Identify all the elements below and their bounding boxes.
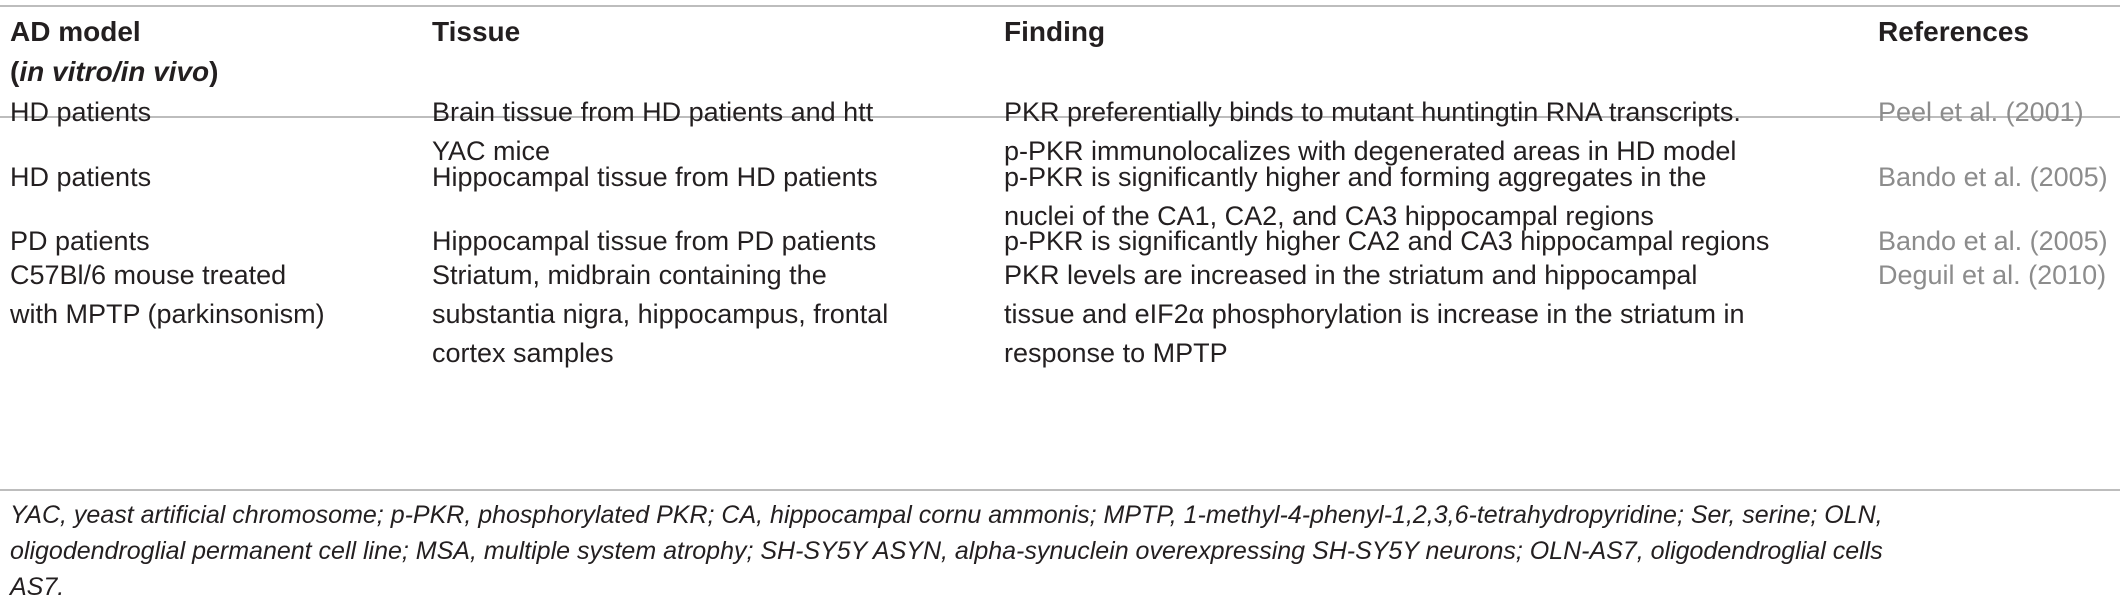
row1-tissue: Brain tissue from HD patients and htt YAC mice (432, 97, 874, 166)
table-bottom-rule (0, 489, 2120, 491)
row3-finding: p-PKR is significantly higher CA2 and CA3 hippocampal regions (1004, 226, 1770, 256)
row2-tissue: Hippocampal tissue from HD patients (432, 162, 878, 192)
row3-tissue: Hippocampal tissue from PD patients (432, 226, 877, 256)
header-tissue: Tissue (432, 16, 521, 47)
row2-model: HD patients (10, 162, 152, 192)
row3-model: PD patients (10, 226, 150, 256)
row1-model: HD patients (10, 97, 152, 127)
row4-reference-link[interactable]: Deguil et al. (2010) (1878, 260, 2107, 290)
row1-reference-link[interactable]: Peel et al. (2001) (1878, 97, 2084, 127)
header-ad-model-line2: (in vitro/in vivo) (10, 56, 219, 87)
row4-tissue: Striatum, midbrain containing the substantia nigra, hippocampus, frontal cortex samples (432, 260, 889, 368)
header-ad-model-line1: AD model (10, 16, 141, 47)
header-references: References (1878, 16, 2029, 47)
header-ad-model (10, 12, 218, 92)
row3-reference-link[interactable]: Bando et al. (2005) (1878, 226, 2108, 256)
header-finding: Finding (1004, 16, 1106, 47)
row4-finding: PKR levels are increased in the striatum and hippocampal tissue and eIF2α phosphorylation is increase in the striatum in response to MPTP (1004, 260, 1745, 368)
table-footnote: YAC, yeast artificial chromosome; p-PKR, phosphorylated PKR; CA, hippocampal cornu ammonis; MPTP, 1-methyl-4-phenyl-1,2,3,6-tetrahydropyridine; Ser, serine; OLN, oligodendroglial permanent cell line; MSA, multiple system atrophy; SH-SY5Y ASYN, alpha-synuclein overexpressing SH-SY5Y neurons; OLN-AS7, oligodendroglial cells AS7. (10, 501, 1883, 601)
table-top-rule (0, 5, 2120, 7)
row1-finding: PKR preferentially binds to mutant huntingtin RNA transcripts. p-PKR immunolocalizes with degenerated areas in HD model (1004, 97, 1741, 166)
row2-finding: p-PKR is significantly higher and forming aggregates in the nuclei of the CA1, CA2, and CA3 hippocampal regions (1004, 162, 1707, 231)
row2-reference-link[interactable]: Bando et al. (2005) (1878, 162, 2108, 192)
row4-model: C57Bl/6 mouse treated with MPTP (parkinsonism) (10, 260, 325, 329)
